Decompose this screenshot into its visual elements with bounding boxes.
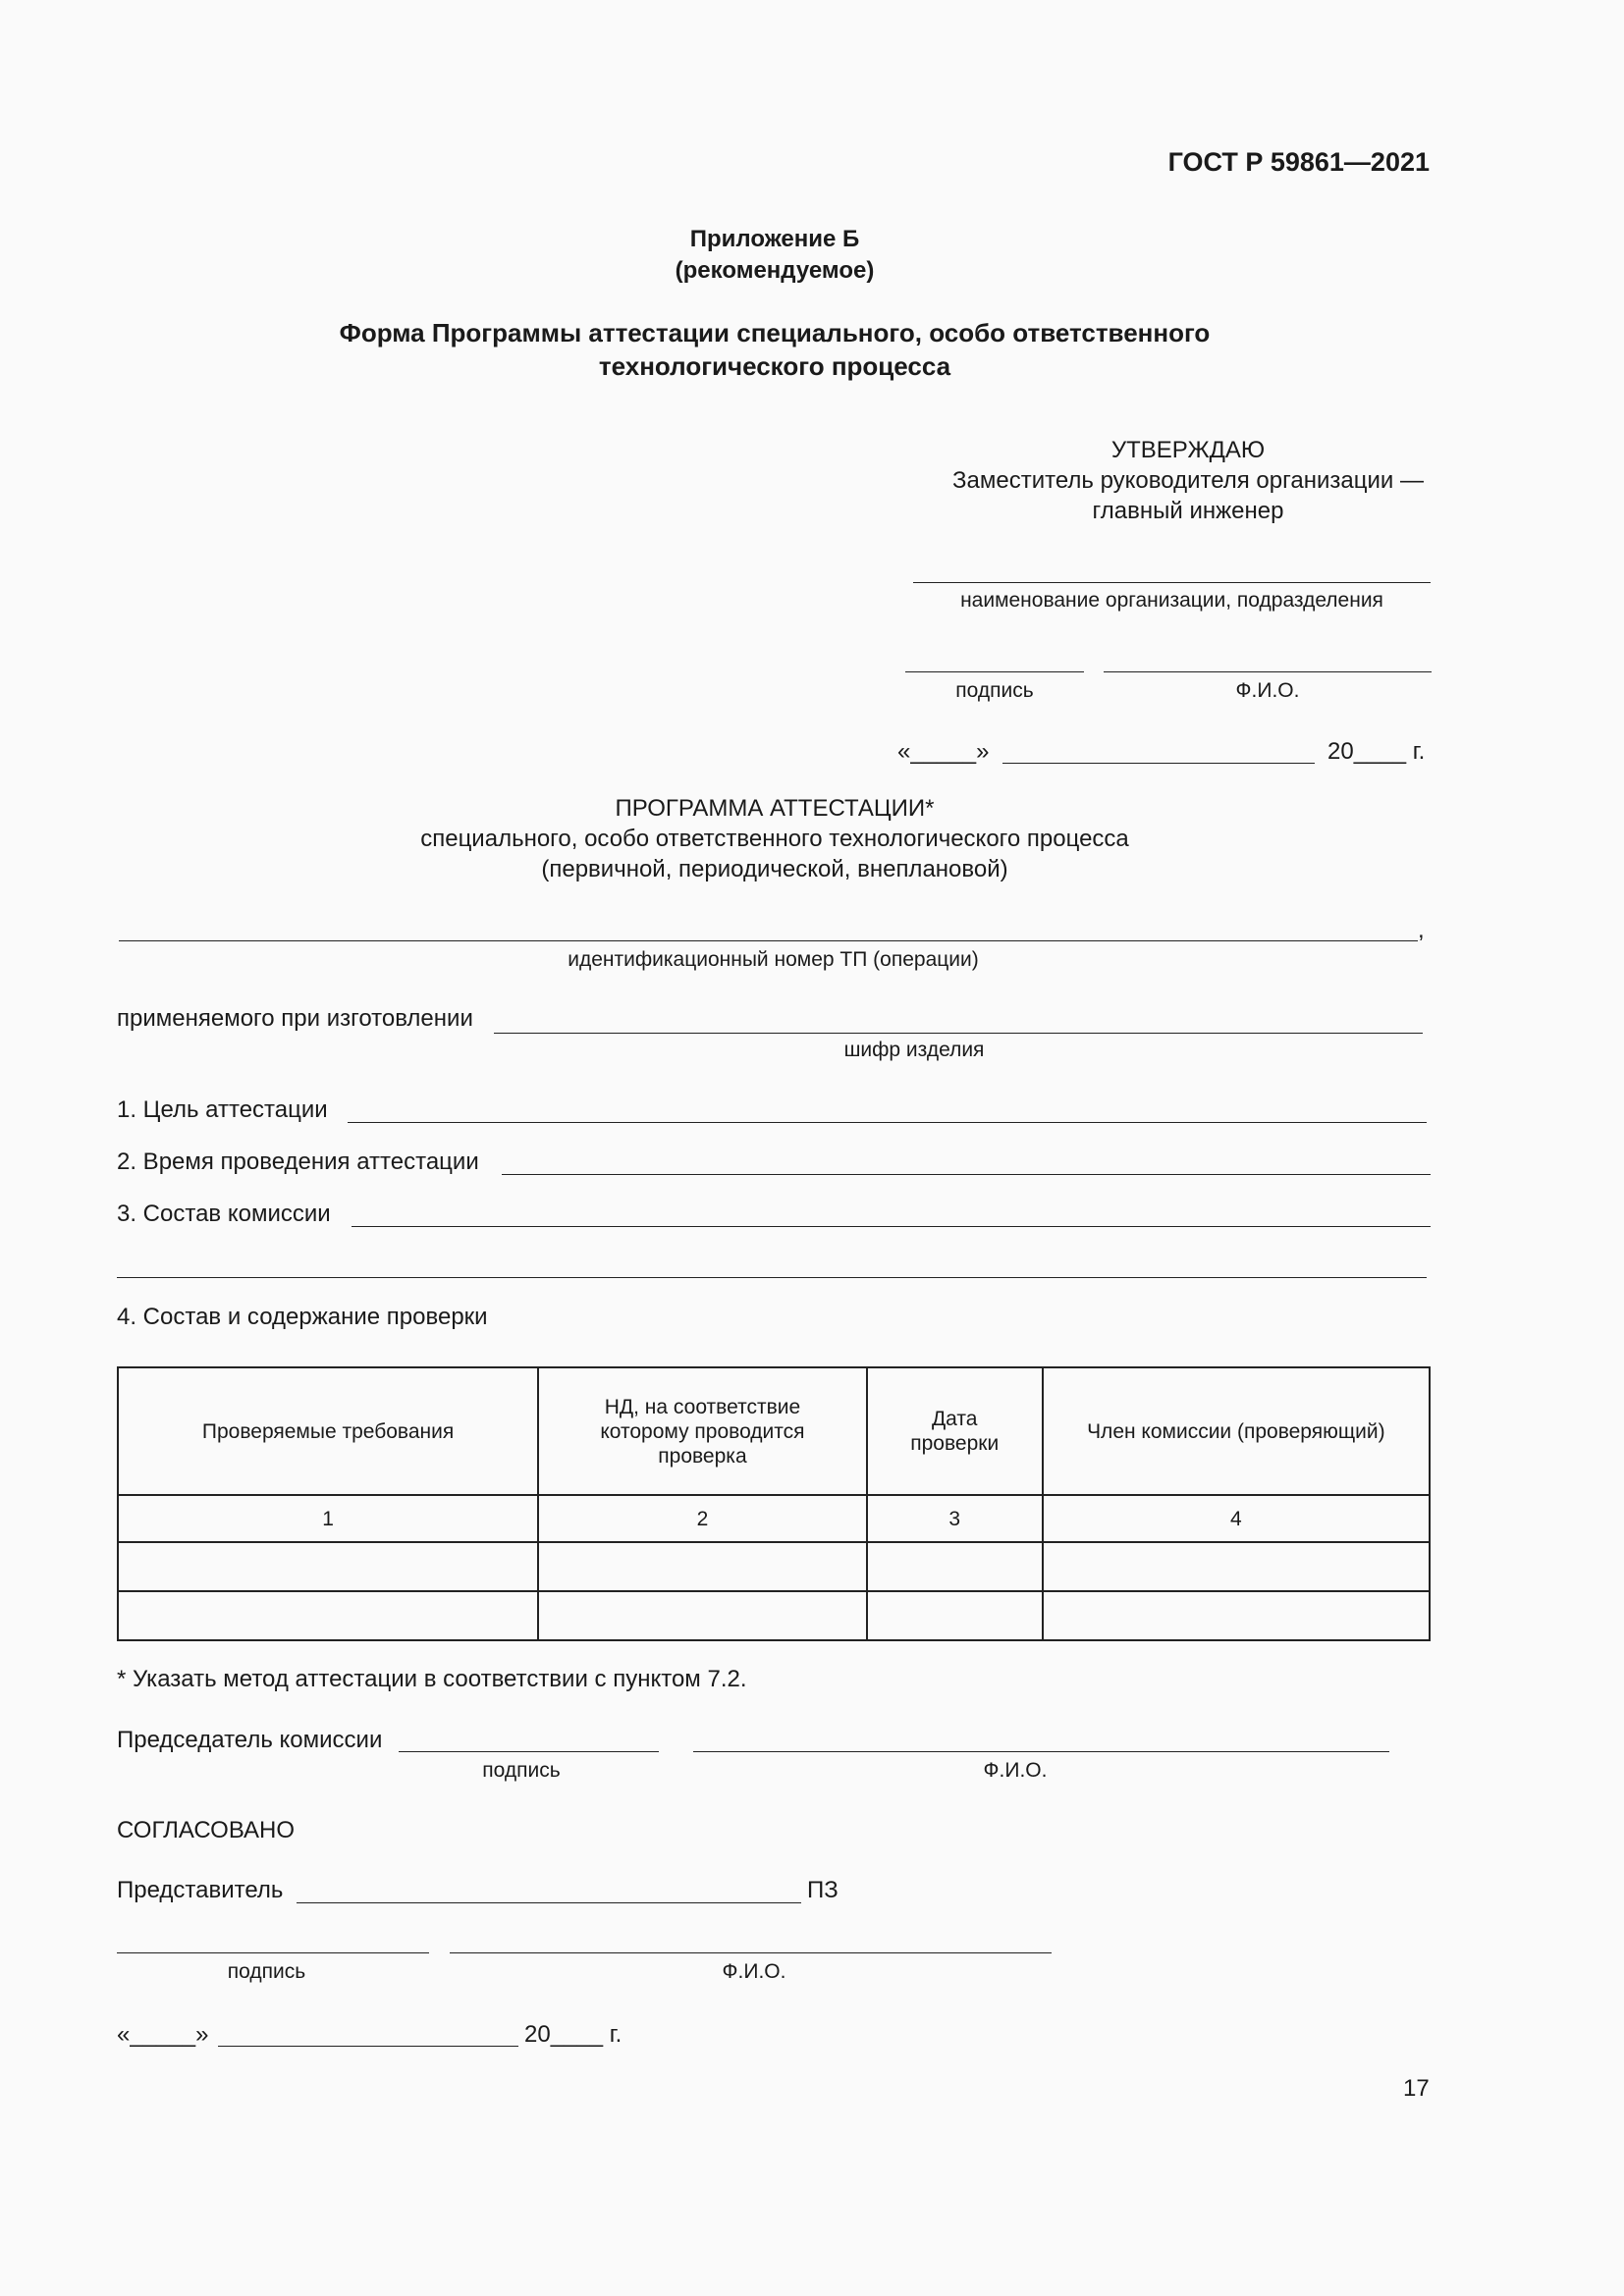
- document-code: ГОСТ Р 59861—2021: [1167, 147, 1430, 177]
- form-title-line2: технологического процесса: [598, 351, 951, 381]
- item-goal-label: 1. Цель аттестации: [117, 1096, 328, 1123]
- agreed-date-day: «_____»: [117, 2021, 209, 2048]
- footnote: * Указать метод аттестации в соответствии с пунктом 7.2.: [117, 1666, 747, 1692]
- table-cell[interactable]: [538, 1591, 867, 1640]
- agreed-date-year: 20____ г.: [524, 2021, 623, 2048]
- organization-caption: наименование организации, подразделения: [960, 589, 1383, 612]
- table-cell[interactable]: [867, 1591, 1043, 1640]
- form-title: [0, 316, 1549, 383]
- agreed-name-line: [450, 1952, 1052, 1953]
- chairman-signature-caption: подпись: [482, 1759, 561, 1782]
- representative-line: [297, 1902, 801, 1903]
- approval-name-line: [1104, 671, 1432, 672]
- table-cell[interactable]: [118, 1591, 538, 1640]
- table-number-cell: 4: [1043, 1495, 1430, 1542]
- appendix-kind: (рекомендуемое): [675, 257, 875, 284]
- appendix-title: Приложение Б: [689, 226, 860, 252]
- item-goal-line: [348, 1122, 1427, 1123]
- page-number: 17: [1403, 2075, 1430, 2102]
- table-row: [118, 1542, 1430, 1591]
- item-content-label: 4. Состав и содержание проверки: [117, 1304, 488, 1330]
- item-commission-line-2: [117, 1277, 1427, 1278]
- item-commission-label: 3. Состав комиссии: [117, 1201, 331, 1227]
- applied-label: применяемого при изготовлении: [117, 1005, 473, 1032]
- program-types: (первичной, периодической, внеплановой): [541, 856, 1008, 882]
- table-cell[interactable]: [1043, 1542, 1430, 1591]
- representative-suffix: ПЗ: [807, 1877, 839, 1903]
- table-cell[interactable]: [867, 1542, 1043, 1591]
- table-cell[interactable]: [1043, 1591, 1430, 1640]
- form-title-line1: Форма Программы аттестации специального, особо ответственного: [339, 318, 1211, 347]
- product-line: [494, 1033, 1423, 1034]
- process-id-line: [119, 940, 1418, 941]
- chairman-name-caption: Ф.И.О.: [983, 1759, 1048, 1782]
- item-time-line: [502, 1174, 1431, 1175]
- approval-position-line2: главный инженер: [1092, 498, 1284, 524]
- table-header-row: [118, 1367, 1430, 1495]
- item-time-label: 2. Время проведения аттестации: [117, 1148, 479, 1175]
- program-title: ПРОГРАММА АТТЕСТАЦИИ*: [615, 795, 935, 822]
- approval-block: [913, 435, 1463, 526]
- table-row: [118, 1591, 1430, 1640]
- item-commission-line: [352, 1226, 1431, 1227]
- table-number-cell: 2: [538, 1495, 867, 1542]
- table-number-row: [118, 1495, 1430, 1542]
- agreed-signature-caption: подпись: [227, 1960, 306, 1983]
- approval-heading: УТВЕРЖДАЮ: [1110, 437, 1266, 463]
- agreed-heading: СОГЛАСОВАНО: [117, 1817, 296, 1843]
- chairman-label: Председатель комиссии: [117, 1727, 383, 1753]
- approval-signature-line: [905, 671, 1084, 672]
- table-header-cell: Дата проверки: [867, 1367, 1043, 1495]
- approval-date-month-line: [1002, 763, 1315, 764]
- approval-name-caption: Ф.И.О.: [1235, 679, 1300, 702]
- process-id-caption: идентификационный номер ТП (операции): [568, 948, 979, 971]
- chairman-name-line: [693, 1751, 1389, 1752]
- program-subtitle: специального, особо ответственного технологического процесса: [420, 826, 1129, 852]
- approval-date-year: 20____ г.: [1327, 738, 1426, 765]
- table-header-cell: НД, на соответствие которому проводится проверка: [538, 1367, 867, 1495]
- table-header-cell: Проверяемые требования: [118, 1367, 538, 1495]
- table-header-cell: Член комиссии (проверяющий): [1043, 1367, 1430, 1495]
- table-cell[interactable]: [118, 1542, 538, 1591]
- agreed-name-caption: Ф.И.О.: [722, 1960, 786, 1983]
- table-number-cell: 1: [118, 1495, 538, 1542]
- organization-line: [913, 582, 1431, 583]
- table-number-cell: 3: [867, 1495, 1043, 1542]
- agreed-date-month-line: [218, 2046, 518, 2047]
- representative-label: Представитель: [117, 1877, 284, 1903]
- agreed-signature-line: [117, 1952, 429, 1953]
- appendix-heading: [0, 224, 1549, 287]
- approval-position-line1: Заместитель руководителя организации —: [952, 467, 1424, 494]
- program-heading: [0, 793, 1549, 884]
- table-cell[interactable]: [538, 1542, 867, 1591]
- approval-signature-caption: подпись: [955, 679, 1034, 702]
- chairman-signature-line: [399, 1751, 659, 1752]
- approval-date-day: «_____»: [897, 738, 990, 765]
- checks-table: [117, 1366, 1431, 1641]
- process-id-comma: ,: [1418, 917, 1425, 943]
- product-caption: шифр изделия: [843, 1039, 985, 1061]
